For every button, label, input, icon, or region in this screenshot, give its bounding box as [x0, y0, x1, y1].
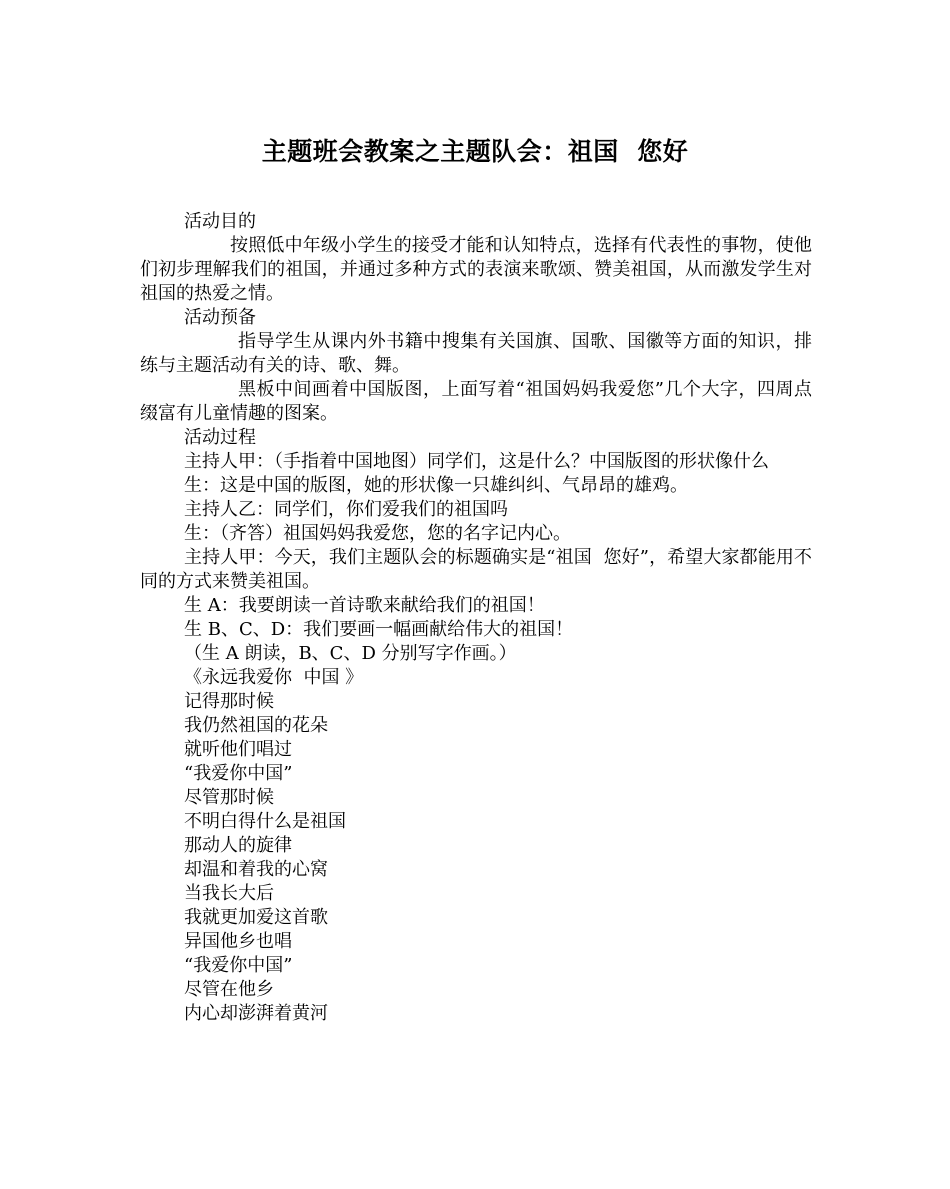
poem-line: 当我长大后: [184, 883, 274, 904]
stage-direction: （生 A 朗读，B、C、D 分别写字作画。）: [184, 643, 517, 664]
document-body: [140, 210, 812, 1026]
dialogue-line: 主持人甲：（手指着中国地图）同学们，这是什么？中国版图的形状像什么: [184, 451, 769, 472]
poem-line: 我就更加爱这首歌: [184, 907, 328, 928]
poem-line: 那动人的旋律: [184, 835, 292, 856]
poem-line: “我爱你中国”: [184, 955, 293, 976]
paragraph-goal: 按照低中年级小学生的接受才能和认知特点，选择有代表性的事物，使他们初步理解我们的祖国，并通过多种方式的表演来歌颂、赞美祖国，从而激发学生对祖国的热爱之情。: [140, 235, 812, 304]
heading-activity-prep: 活动预备: [184, 307, 256, 328]
poem-line: “我爱你中国”: [184, 763, 293, 784]
poem-title: 《永远我爱你 中国 》: [184, 667, 364, 688]
paragraph-prep-1: 指导学生从课内外书籍中搜集有关国旗、国歌、国徽等方面的知识，排练与主题活动有关的诗、歌、舞。: [140, 331, 812, 376]
poem-line: 就听他们唱过: [184, 739, 292, 760]
dialogue-line: 主持人甲：今天，我们主题队会的标题确实是“祖国 您好”，希望大家都能用不同的方式来赞美祖国。: [140, 547, 812, 592]
poem-line: 不明白得什么是祖国: [184, 811, 346, 832]
poem-line: 尽管在他乡: [184, 979, 274, 1000]
dialogue-line: 生 A：我要朗读一首诗歌来献给我们的祖国！: [184, 595, 545, 616]
paragraph-prep-2: 黑板中间画着中国版图，上面写着“祖国妈妈我爱您”几个大字，四周点缀富有儿童情趣的图案。: [140, 379, 812, 424]
poem-line: 异国他乡也唱: [184, 931, 292, 952]
dialogue-line: 主持人乙：同学们，你们爱我们的祖国吗: [184, 499, 508, 520]
poem-line: 却温和着我的心窝: [184, 859, 328, 880]
poem-line: 我仍然祖国的花朵: [184, 715, 328, 736]
heading-activity-process: 活动过程: [184, 427, 256, 448]
poem-line: 尽管那时候: [184, 787, 274, 808]
document-title: 主题班会教案之主题队会：祖国 您好: [261, 137, 689, 166]
poem-line: 记得那时候: [184, 691, 274, 712]
poem-line: 内心却澎湃着黄河: [184, 1003, 328, 1024]
dialogue-line: 生 B、C、D：我们要画一幅画献给伟大的祖国！: [184, 619, 574, 640]
dialogue-line: 生：这是中国的版图，她的形状像一只雄纠纠、气昂昂的雄鸡。: [184, 475, 688, 496]
heading-activity-goal: 活动目的: [184, 211, 256, 232]
dialogue-line: 生：（齐答）祖国妈妈我爱您，您的名字记内心。: [184, 523, 571, 544]
